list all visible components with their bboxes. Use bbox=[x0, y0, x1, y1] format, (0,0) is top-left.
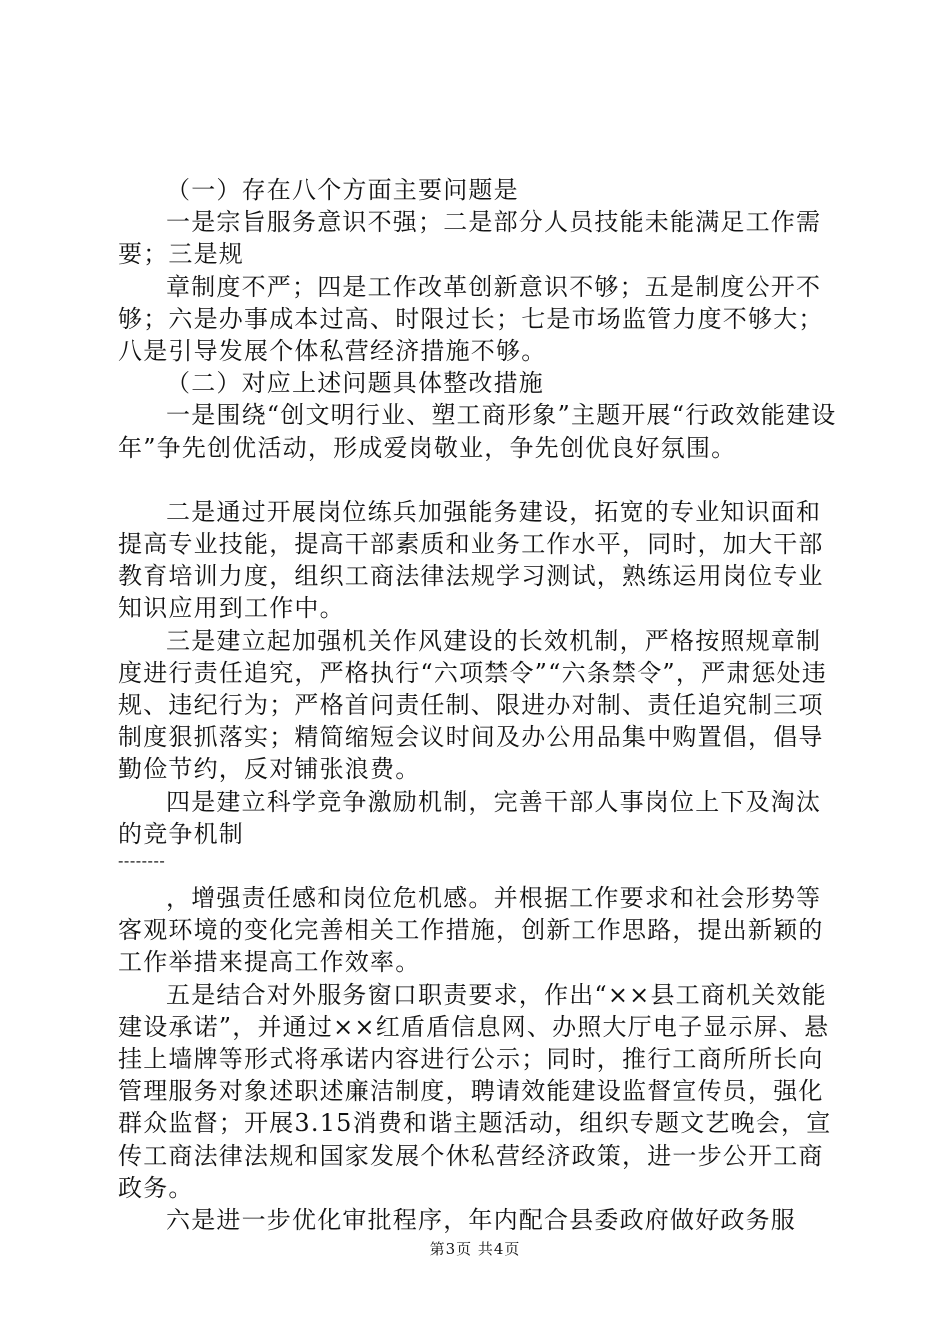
paragraph: 五是结合对外服务窗口职责要求，作出“××县工商机关效能建设承诺”，并通过××红盾盾信息网、办照大厅电子显示屏、悬挂上墙牌等形式将承诺内容进行公示；同时，推行工商所所长向管理服务对象述职述廉洁制度，聘请效能建设监督宣传员，强化群众监督；开展3.15消费和谐主题活动，组织专题文艺晚会，宣传工商法律法规和国家发展个休私营经济政策，进一步公开工商政务。 bbox=[118, 980, 832, 1202]
section-heading-problems: （一）存在八个方面主要问题是 bbox=[166, 176, 519, 204]
paragraph: 章制度不严；四是工作改革创新意识不够；五是制度公开不够；六是办事成本过高、时限过长；七是市场监管力度不够大；八是引导发展个体私营经济措施不够。 bbox=[118, 272, 824, 366]
paragraph: 三是建立起加强机关作风建设的长效机制，严格按照规章制度进行责任追究，严格执行“六项禁令”“六条禁令”，严肃惩处违规、违纪行为；严格首问责任制、限进办对制、责任追究制三项制度狠抓落实；精简缩短会议时间及办公用品集中购置倡，倡导勤俭节约，反对铺张浪费。 bbox=[118, 626, 828, 784]
paragraph: 六是进一步优化审批程序，年内配合县委政府做好政务服 bbox=[166, 1206, 796, 1235]
document-body bbox=[118, 174, 840, 1236]
section-heading-measures: （二）对应上述问题具体整改措施 bbox=[166, 369, 544, 398]
paragraph: ，增强责任感和岗位危机感。并根据工作要求和社会形势等客观环境的变化完善相关工作措施，创新工作思路，提出新颖的工作举措来提高工作效率。 bbox=[118, 884, 824, 977]
separator-dashes: -------- bbox=[118, 851, 166, 871]
paragraph: 二是通过开展岗位练兵加强能务建设，拓宽的专业知识面和提高专业技能，提高干部素质和业务工作水平，同时，加大干部教育培训力度，组织工商法律法规学习测试，熟练运用岗位专业知识应用到工作中。 bbox=[118, 497, 824, 623]
page-footer: 第3页 共4页 bbox=[429, 1240, 521, 1258]
blank-line bbox=[118, 464, 840, 496]
paragraph: 一是围绕“创文明行业、塑工商形象”主题开展“行政效能建设年”争先创优活动，形成爱岗敬业，争先创优良好氛围。 bbox=[118, 401, 837, 462]
paragraph: 四是建立科学竞争激励机制，完善干部人事岗位上下及淘汰的竞争机制 bbox=[118, 787, 822, 848]
paragraph: 一是宗旨服务意识不强；二是部分人员技能未能满足工作需要；三是规 bbox=[118, 208, 822, 269]
